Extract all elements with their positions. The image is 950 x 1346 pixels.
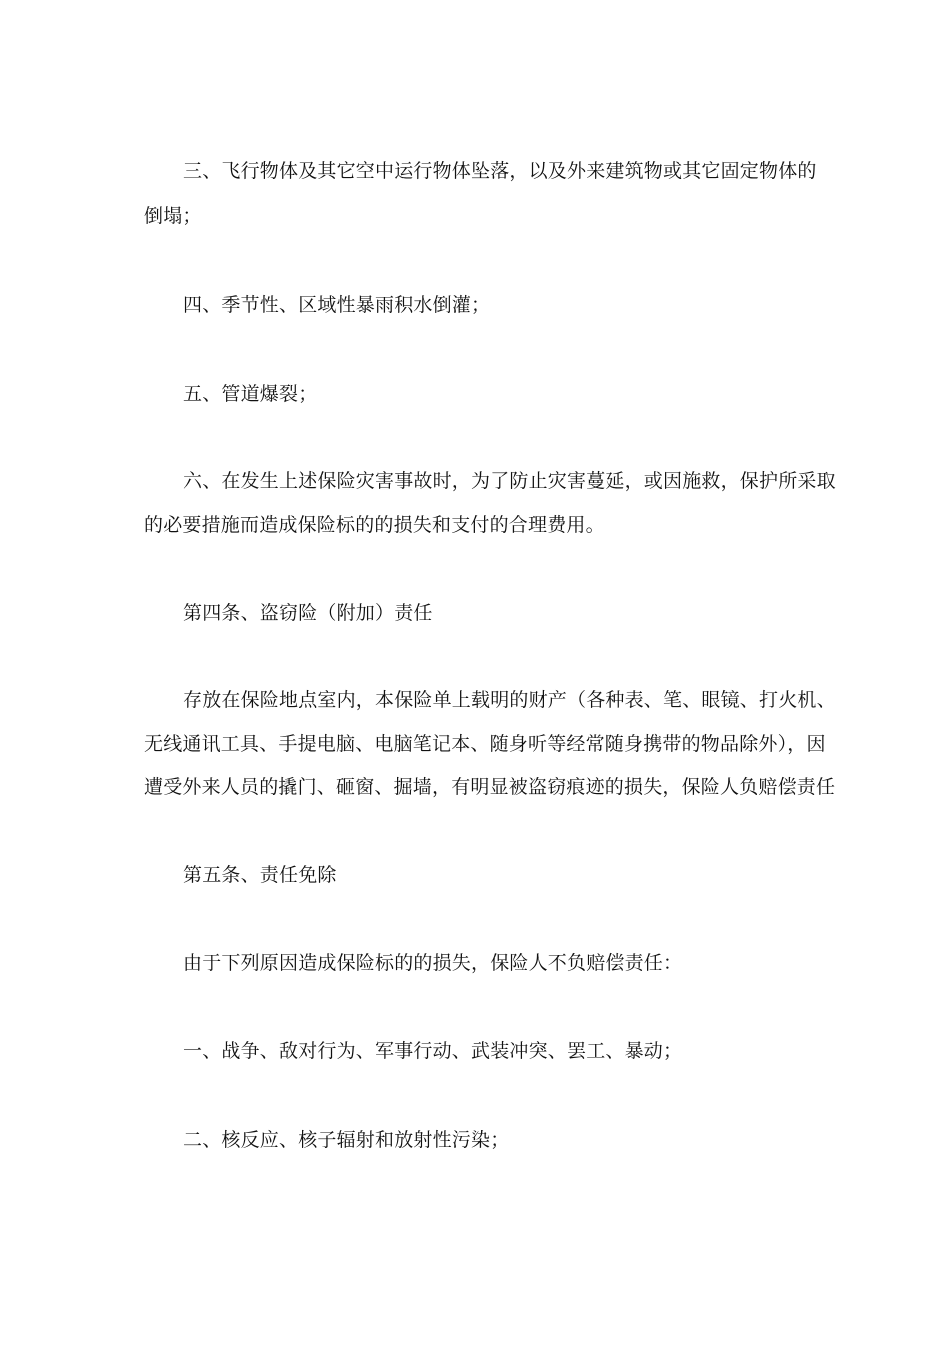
paragraph-line: 遭受外来人员的撬门、砸窗、掘墙，有明显被盗窃痕迹的损失，保险人负赔偿责任	[144, 776, 836, 798]
paragraph-line: 存放在保险地点室内，本保险单上载明的财产（各种表、笔、眼镜、打火机、	[183, 689, 836, 711]
paragraph-line: 二、核反应、核子辐射和放射性污染；	[183, 1129, 510, 1151]
paragraph-line: 一、战争、敌对行为、军事行动、武装冲突、罢工、暴动；	[183, 1040, 683, 1062]
paragraph-line: 的必要措施而造成保险标的的损失和支付的合理费用。	[144, 514, 605, 536]
section-heading: 第四条、盗窃险（附加）责任	[183, 602, 433, 624]
paragraph-line: 由于下列原因造成保险标的的损失，保险人不负赔偿责任：	[183, 952, 683, 974]
paragraph-line: 无线通讯工具、手提电脑、电脑笔记本、随身听等经常随身携带的物品除外），因	[144, 733, 826, 755]
paragraph-line: 六、在发生上述保险灾害事故时，为了防止灾害蔓延，或因施救，保护所采取	[183, 470, 836, 492]
paragraph-line: 四、季节性、区域性暴雨积水倒灌；	[183, 294, 491, 316]
paragraph-line: 五、管道爆裂；	[183, 383, 318, 405]
paragraph-line: 三、飞行物体及其它空中运行物体坠落，以及外来建筑物或其它固定物体的	[183, 160, 817, 182]
paragraph-line: 倒塌；	[144, 205, 202, 227]
section-heading: 第五条、责任免除	[183, 864, 337, 886]
